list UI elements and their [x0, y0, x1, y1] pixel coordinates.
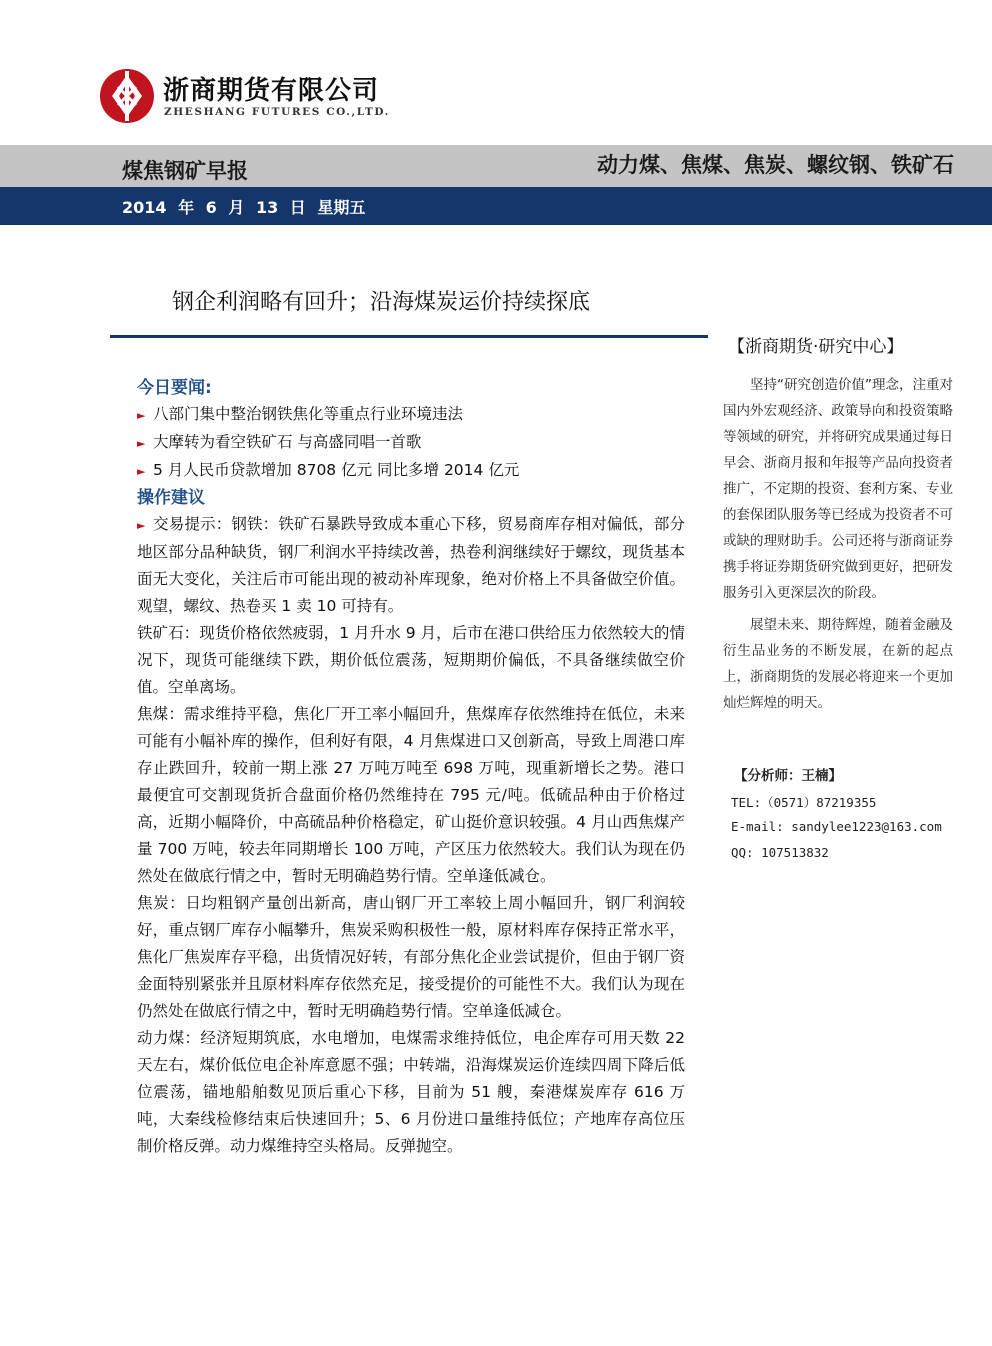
- company-name-cn: 浙商期货有限公司: [163, 76, 380, 106]
- bullet-arrow-icon: ►: [137, 465, 146, 478]
- main-content: [137, 375, 685, 1160]
- page-title: 钢企利润略有回升；沿海煤炭运价持续探底: [172, 290, 591, 315]
- company-intro: [723, 372, 953, 716]
- advice-title: 操作建议: [137, 488, 205, 508]
- company-name-en: ZHESHANG FUTURES CO.,LTD.: [164, 106, 390, 118]
- intro-paragraph: 展望未来、期待辉煌，随着金融及衍生品业务的不断发展，在新的起点上，浙商期货的发展必将迎来一个更加灿烂辉煌的明天。: [723, 617, 953, 711]
- intro-paragraph: 坚持“研究创造价值”理念，注重对国内外宏观经济、政策导向和投资策略等领域的研究，并将研究成果通过每日早会、浙商月报和年报等产品向投资者推广，不定期的投资、套利方案、专业的套保团队服务等已经成为投资者不可或缺的理财助手。公司还将与浙商证券携手将证券期货研究做到更好，把研发服务引入更深层次的阶段。: [723, 377, 953, 601]
- news-item: ► 八部门集中整治钢铁焦化等重点行业环境违法: [137, 401, 685, 429]
- advice-paragraph-trade: ► 交易提示：钢铁：铁矿石暴跌导致成本重心下移，贸易商库存相对偏低，部分地区部分品种缺货，钢厂利润水平持续改善，热卷利润继续好于螺纹，现货基本面无大变化，关注后市可能出现的被动补库现象，绝对价格上不具备做空价值。观望，螺纹、热卷买 1 卖 10 可持有。: [137, 511, 685, 620]
- advice-paragraph-thermal-coal: 动力煤：经济短期筑底，水电增加，电煤需求维持低位，电企库存可用天数 22 天左右，煤价低位电企补库意愿不强；中转端，沿海煤炭运价连续四周下降后低位震荡，锚地船舶数见顶后重心下移，目前为 51 艘，秦港煤炭库存 616 万吨，大秦线检修结束后快速回升；5、6 月份进口量维持低位；产地库存高位压制价格反弹。动力煤维持空头格局。反弹抛空。: [137, 1029, 685, 1155]
- bullet-arrow-icon: ►: [137, 519, 146, 532]
- advice-paragraph-coking-coal: 焦煤：需求维持平稳，焦化厂开工率小幅回升，焦煤库存依然维持在低位，未来可能有小幅补库的操作，但利好有限，4 月焦煤进口又创新高，导致上周港口库存止跌回升，较前一期上涨 27 万吨万吨至 698 万吨，现重新增长之势。港口最便宜可交割现货折合盘面价格仍然维持在 795 元/吨。低硫品种由于价格过高，近期小幅降价，中高硫品种价格稳定，矿山挺价意识较强。4 月山西焦煤产量 700 万吨，较去年同期增长 100 万吨，产区压力依然较大。我们认为现在仍然处在做底行情之中，暂时无明确趋势行情。空单逢低减仓。: [137, 705, 685, 885]
- commodity-list: 动力煤、焦煤、焦炭、螺纹钢、铁矿石: [597, 153, 954, 177]
- news-item: ► 5 月人民币贷款增加 8708 亿元 同比多增 2014 亿元: [137, 457, 685, 485]
- analyst-name: 【分析师：王楠】: [734, 768, 842, 784]
- analyst-phone: TEL:（0571）87219355: [731, 795, 877, 810]
- bullet-arrow-icon: ►: [137, 437, 146, 450]
- analyst-email[interactable]: E-mail: sandylee1223@163.com: [731, 819, 942, 834]
- news-item: ► 大摩转为看空铁矿石 与高盛同唱一首歌: [137, 429, 685, 457]
- company-logo-icon: [97, 66, 157, 126]
- research-center-tag: 【浙商期货·研究中心】: [728, 337, 904, 357]
- analyst-qq: QQ: 107513832: [731, 845, 829, 860]
- report-type: 煤焦钢矿早报: [122, 159, 248, 183]
- today-news-title: 今日要闻:: [137, 378, 212, 398]
- advice-paragraph-iron-ore: 铁矿石：现货价格依然疲弱，1 月升水 9 月，后市在港口供给压力依然较大的情况下，现货可能继续下跌，期价低位震荡，短期期价偏低，不具备继续做空价值。空单离场。: [137, 624, 685, 696]
- bullet-arrow-icon: ►: [137, 409, 146, 422]
- report-date: 2014 年 6 月 13 日 星期五: [122, 198, 366, 217]
- title-divider: [110, 335, 708, 338]
- advice-paragraph-coke: 焦炭：日均粗钢产量创出新高，唐山钢厂开工率较上周小幅回升，钢厂利润较好，重点钢厂库存小幅攀升，焦炭采购积极性一般，原材料库存保持正常水平，焦化厂焦炭库存平稳，出货情况好转，有部分焦化企业尝试提价，但由于钢厂资金面特别紧张并且原材料库存依然充足，接受提价的可能性不大。我们认为现在仍然处在做底行情之中，暂时无明确趋势行情。空单逢低减仓。: [137, 894, 685, 1020]
